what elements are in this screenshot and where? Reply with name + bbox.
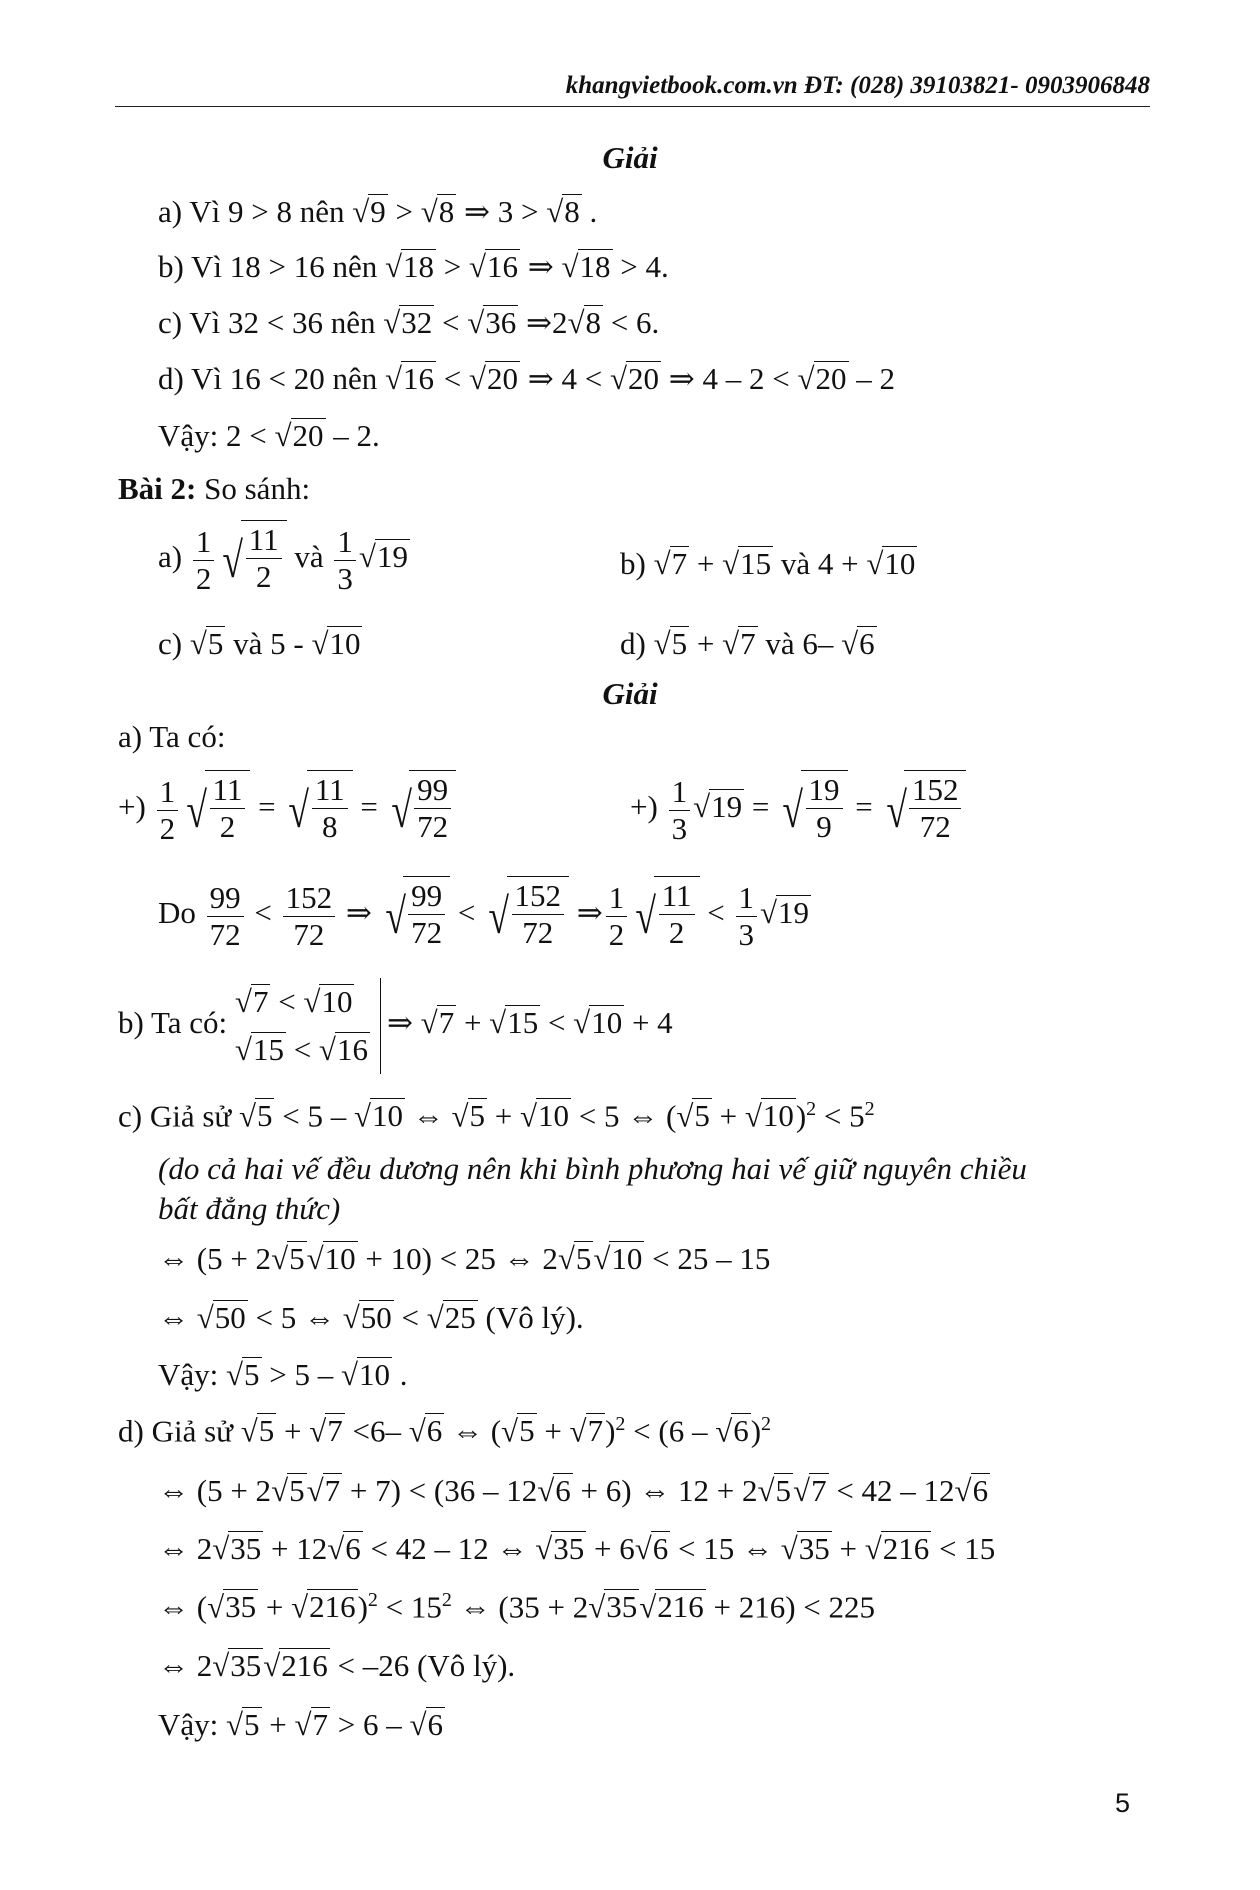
part1-d: d) Vì 16 < 20 nên √16 < √20 ⇒ 4 < √20 ⇒ 4 – 2 < √20 – 2	[158, 361, 895, 396]
exercise2-d: d) √5 + √7 và 6– √6	[620, 626, 875, 661]
sol-a-line2: +) $\frac{1}{3}$ √19 = √ $\frac{19}{9}$ = √ $\frac{152}{72}$	[630, 770, 966, 850]
sol-c-note-1: (do cả hai vế đều dương nên khi bình phương hai vế giữ nguyên chiều	[158, 1151, 1027, 1186]
sol-d-line5: ⇔ 2√35√216 < –26 (Vô lý).	[158, 1648, 516, 1683]
sol-d-line1: d) Giả sử √5 + √7 <6– √6 ⇔ $(√5 + √7)^2 < (6 - √6)^2$	[118, 1413, 772, 1449]
sol-d-conclusion: Vậy: √5 + √7 > 6 – √6	[158, 1707, 444, 1742]
sol-c-line1: c) Giả sử √5 < 5 – √10 ⇔ √5 + √10 < 5 ⇔ $(√5 + √10)^2 < 5^2$	[118, 1098, 875, 1134]
sol-c-line2: ⇔ (5 + 2√5√10 + 10) < 25 ⇔ 2√5√10 < 25 – 15	[158, 1241, 771, 1276]
sol-d-line4: ⇔ $(√35 + √216)^2 < 15^2$ ⇔ (35 + 2√35√216 + 216) < 225	[158, 1589, 876, 1625]
part1-b: b) Vì 18 > 16 nên √18 > √16 ⇒ √18 > 4.	[158, 249, 669, 284]
solution-title-2: Giải	[602, 676, 658, 711]
page-header: khangvietbook.com.vn ĐT: (028) 39103821- 0903906848	[565, 72, 1150, 99]
part1-conclusion: Vậy: 2 < √20 – 2.	[158, 418, 380, 453]
sol-c-line3: ⇔ √50 < 5 ⇔ √50 < √25 (Vô lý).	[158, 1300, 584, 1335]
sol-a-intro: a) Ta có:	[118, 719, 226, 754]
page-number: 5	[1115, 1788, 1131, 1818]
sol-a-line3: Do $\frac{99}{72}$ < $\frac{152}{72}$ ⇒ √ $\frac{99}{72}$ < √ $\frac{152}{72}$ ⇒ $\frac{1}{2}$ √ $\frac{11}{2}$ < $\frac{1}{3}$ √19	[158, 876, 811, 956]
sol-b: b) Ta có: √7 < √10 √15 < √16 ⇒ √7 + √15 < √10 + 4	[118, 978, 673, 1074]
part1-a: a) Vì 9 > 8 nên √9 > √8 ⇒ 3 > √8 .	[158, 194, 598, 229]
exercise2-c: c) √5 và 5 - √10	[158, 626, 361, 661]
sol-c-note-2: bất đẳng thức)	[158, 1191, 341, 1226]
exercise2-b: b) √7 + √15 và 4 + √10	[620, 546, 916, 581]
header-rule	[115, 106, 1150, 107]
sol-d-line3: ⇔ 2√35 + 12√6 < 42 – 12 ⇔ √35 + 6√6 < 15 ⇔ √35 + √216 < 15	[158, 1531, 996, 1566]
sol-b-system: √7 < √10 √15 < √16	[235, 978, 381, 1074]
sol-d-line2: ⇔ (5 + 2√5√7 + 7) < (36 – 12√6 + 6) ⇔ 12 + 2√5√7 < 42 – 12√6	[158, 1473, 989, 1508]
part1-c: c) Vì 32 < 36 nên √32 < √36 ⇒2√8 < 6.	[158, 305, 660, 340]
exercise2-title: Bài 2: So sánh:	[118, 471, 311, 506]
sol-c-conclusion: Vậy: √5 > 5 – √10 .	[158, 1357, 408, 1392]
solution-title-1: Giải	[602, 140, 658, 175]
exercise2-a: a) $\frac{1}{2}$ √ $\frac{11}{2}$ và $\frac{1}{3}$ √19	[158, 520, 410, 600]
sol-a-line1: +) $\frac{1}{2}$ √ $\frac{11}{2}$ = √ $\frac{11}{8}$ = √ $\frac{99}{72}$	[118, 770, 456, 850]
